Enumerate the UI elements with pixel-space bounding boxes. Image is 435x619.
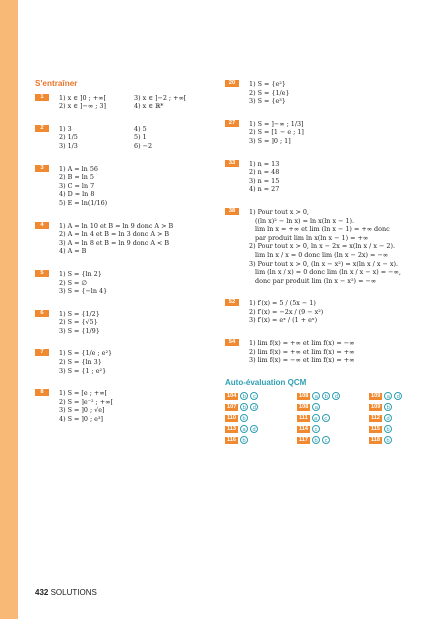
qcm-answer: b <box>384 403 392 411</box>
exercise-answers <box>59 310 203 336</box>
exercise-answers <box>249 339 425 365</box>
exercise-number: 5 <box>35 270 49 277</box>
qcm-answer: a <box>312 403 320 411</box>
answer-line: 2) 1/5 <box>59 133 78 142</box>
exercise-answers <box>59 94 203 111</box>
right-column <box>225 80 425 444</box>
qcm-answer: a <box>240 425 248 433</box>
exercise <box>225 160 425 194</box>
answer-line: 1) S = ]−∞ ; 1/3] <box>249 119 304 128</box>
qcm-item <box>225 392 297 400</box>
exercise-answers <box>59 270 203 296</box>
answer-line: 2) S = ]e⁻² ; +∞[ <box>59 397 113 406</box>
qcm-number: 111 <box>299 414 308 421</box>
right-exercises <box>225 80 425 365</box>
qcm-item <box>225 403 297 411</box>
qcm-answer: d <box>250 403 258 411</box>
answer-line: 3) S = {e³} <box>249 97 286 106</box>
qcm-answer: d <box>394 392 402 400</box>
exercise <box>225 120 425 146</box>
qcm-number: 107 <box>227 403 237 410</box>
answer-line: 3) S = ]0 ; 1] <box>249 136 291 145</box>
qcm-item <box>225 425 297 433</box>
qcm-answer: d <box>250 425 258 433</box>
answer-line: 5) E = ln(1/16) <box>59 198 108 207</box>
qcm-item <box>297 392 369 400</box>
qcm-answer: a <box>384 392 392 400</box>
qcm-number: 113 <box>227 425 237 432</box>
qcm-number: 117 <box>299 436 309 443</box>
qcm-number: 108 <box>299 403 309 410</box>
exercise <box>35 165 203 208</box>
answer-line: 3) S = {−ln 4} <box>59 287 108 296</box>
qcm-answer: b <box>322 392 330 400</box>
exercise-number: 8 <box>35 389 49 396</box>
answer-line: 1) A = ln 56 <box>59 164 98 173</box>
exercise-answers <box>249 120 425 146</box>
page-footer <box>35 588 97 597</box>
answer-line: lim ln x / x = 0 donc lim (ln x − 2x) = −∞ <box>255 250 389 259</box>
answer-line: 4) n = 27 <box>249 185 280 194</box>
answer-line: 2) Pour tout x > 0, ln x − 2x = x(ln x / x − 2). <box>249 242 395 251</box>
qcm-number: 112 <box>371 414 381 421</box>
answer-line: 1) S = [e ; +∞[ <box>59 389 108 398</box>
exercise <box>35 310 203 336</box>
exercise <box>225 208 425 285</box>
exercise-number: 27 <box>225 120 239 127</box>
qcm-number: 114 <box>299 425 309 432</box>
exercise-answers <box>249 160 425 194</box>
answer-line: 2) n = 48 <box>249 168 280 177</box>
qcm-number: 108 <box>299 392 309 399</box>
footer-label: SOLUTIONS <box>50 588 97 597</box>
qcm-number: 118 <box>371 436 381 443</box>
answer-line: 2) f′(x) = −2x / (9 − x²) <box>249 307 324 316</box>
answer-line: 5) 1 <box>134 133 147 142</box>
qcm-item <box>225 414 297 422</box>
answer-line: 2) S = [1 − e ; 1] <box>249 128 304 137</box>
qcm-item <box>369 425 425 433</box>
qcm-item <box>297 414 369 422</box>
exercise <box>35 389 203 423</box>
qcm-answer: c <box>250 392 258 400</box>
exercise-number: 54 <box>225 339 239 346</box>
qcm-item <box>297 403 369 411</box>
answer-line: 4) D = ln 8 <box>59 190 95 199</box>
section-title: S'entraîner <box>35 79 78 88</box>
qcm-item <box>369 392 425 400</box>
qcm-number: 109 <box>371 403 381 410</box>
left-column <box>35 80 203 438</box>
exercise-number: 20 <box>225 80 239 87</box>
left-exercises <box>35 94 203 424</box>
qcm-answer: b <box>312 436 320 444</box>
page-side-band <box>0 0 18 619</box>
qcm-answer: a <box>312 392 320 400</box>
exercise-answers <box>59 389 203 423</box>
answer-line: 2) S = {ln 3} <box>59 358 102 367</box>
exercise <box>35 270 203 296</box>
answer-line: 2) B = ln 5 <box>59 173 94 182</box>
answer-line: 4) S = ]0 ; e³] <box>59 415 103 424</box>
exercise-number: 6 <box>35 310 49 317</box>
answer-line: 3) S = {1/9} <box>59 326 100 335</box>
qcm-answer: b <box>384 425 392 433</box>
answer-line: 1) A = ln 10 et B = ln 9 donc A > B <box>59 221 174 230</box>
qcm-number: 109 <box>371 392 381 399</box>
answer-line: 1) S = {e²} <box>249 80 286 88</box>
qcm-answer: b <box>240 414 248 422</box>
answer-line: 3) lim f(x) = −∞ et lim f(x) = +∞ <box>249 356 355 365</box>
qcm-item <box>369 436 425 444</box>
qcm-answer: a <box>312 414 320 422</box>
answer-line: 2) S = {1/e} <box>249 88 290 97</box>
exercise-number: 4 <box>35 222 49 229</box>
answer-line: 4) x ∈ ℝ* <box>134 102 164 111</box>
exercise-answers <box>249 299 425 325</box>
answer-line: 3) x ∈ ]−2 ; +∞[ <box>134 93 187 102</box>
answer-line: 4) 5 <box>134 124 147 133</box>
answer-line: 2) A = ln 4 et B = ln 3 donc A > B <box>59 230 170 239</box>
exercise <box>225 339 425 365</box>
answer-line: 1) Pour tout x > 0, <box>249 207 309 216</box>
qcm-item <box>225 436 297 444</box>
answer-line: 3) C = ln 7 <box>59 181 95 190</box>
qcm-grid <box>225 392 425 444</box>
answer-line: 1) S = {ln 2} <box>59 269 102 278</box>
qcm-answer: c <box>322 414 330 422</box>
exercise-number: 2 <box>35 125 49 132</box>
answer-line: 3) f′(x) = eˣ / (1 + eˣ) <box>249 316 318 325</box>
qcm-number: 110 <box>227 414 237 421</box>
exercise <box>225 80 425 106</box>
exercise-number: 7 <box>35 349 49 356</box>
exercise <box>225 299 425 325</box>
page-number: 432 <box>35 588 49 597</box>
answer-line: par produit lim ln x(ln x − 1) = +∞ <box>255 233 369 242</box>
answer-line: 1) n = 13 <box>249 159 280 168</box>
answer-line: donc par produit lim (ln x − x²) = −∞ <box>255 276 377 285</box>
qcm-item <box>369 414 425 422</box>
exercise-number: 1 <box>35 94 49 101</box>
qcm-item <box>369 403 425 411</box>
qcm-answer: b <box>240 403 248 411</box>
exercise <box>35 349 203 375</box>
qcm-title: Auto-évaluation QCM <box>225 377 307 387</box>
answer-line: 1) 3 <box>59 124 72 133</box>
exercise-number: 38 <box>225 208 239 215</box>
answer-line: 1) S = {1/2} <box>59 309 100 318</box>
exercise-answers <box>59 125 203 151</box>
exercise <box>35 222 203 256</box>
qcm-answer: c <box>312 425 320 433</box>
answer-line: 3) A = ln 8 et B = ln 9 donc A < B <box>59 238 170 247</box>
qcm-item <box>297 436 369 444</box>
exercise-answers <box>59 349 203 375</box>
answer-line: 3) 1/3 <box>59 141 78 150</box>
answer-line: 2) S = {√5} <box>59 318 98 327</box>
exercise-number: 52 <box>225 299 239 306</box>
exercise-answers <box>59 165 203 208</box>
qcm-item <box>297 425 369 433</box>
qcm-number: 116 <box>227 436 237 443</box>
answer-line: lim ln x = +∞ et lim (ln x − 1) = +∞ donc <box>255 225 390 234</box>
answer-line: 3) S = ]0 ; √e] <box>59 406 105 415</box>
answer-line: 6) −2 <box>134 141 153 150</box>
exercise-answers <box>249 208 425 285</box>
exercise-answers <box>59 222 203 256</box>
answer-line: 1) f′(x) = 5 / (5x − 1) <box>249 299 316 308</box>
exercise-number: 33 <box>225 160 239 167</box>
answer-line: 2) lim f(x) = +∞ et lim f(x) = +∞ <box>249 347 355 356</box>
answer-line: ((ln x)² − ln x) = ln x(ln x − 1). <box>255 216 355 225</box>
answer-line: 3) n = 15 <box>249 176 280 185</box>
answer-line: 2) S = ∅ <box>59 278 87 287</box>
answer-line: 3) S = {1 ; e²} <box>59 366 107 375</box>
qcm-answer: b <box>240 392 248 400</box>
qcm-number: 115 <box>371 425 381 432</box>
answer-line: 4) A = B <box>59 247 87 256</box>
qcm-answer: d <box>384 414 392 422</box>
exercise-answers <box>249 80 425 106</box>
qcm-number: 104 <box>227 392 237 399</box>
qcm-answer: d <box>332 392 340 400</box>
qcm-answer: c <box>322 436 330 444</box>
qcm-answer: b <box>384 436 392 444</box>
exercise-number: 3 <box>35 165 49 172</box>
exercise <box>35 94 203 111</box>
answer-line: 1) S = {1/e ; e²} <box>59 349 113 358</box>
answer-line: 1) x ∈ ]0 ; +∞[ <box>59 93 106 102</box>
qcm-answer: b <box>240 436 248 444</box>
answer-line: lim (ln x / x) = 0 donc lim (ln x / x − x) = −∞, <box>255 268 401 277</box>
exercise <box>35 125 203 151</box>
answer-line: 1) lim f(x) = +∞ et lim f(x) = −∞ <box>249 339 355 348</box>
answer-line: 3) Pour tout x > 0, (ln x − x²) = x(ln x / x − x). <box>249 259 399 268</box>
answer-line: 2) x ∈ ]−∞ ; 3] <box>59 102 106 111</box>
